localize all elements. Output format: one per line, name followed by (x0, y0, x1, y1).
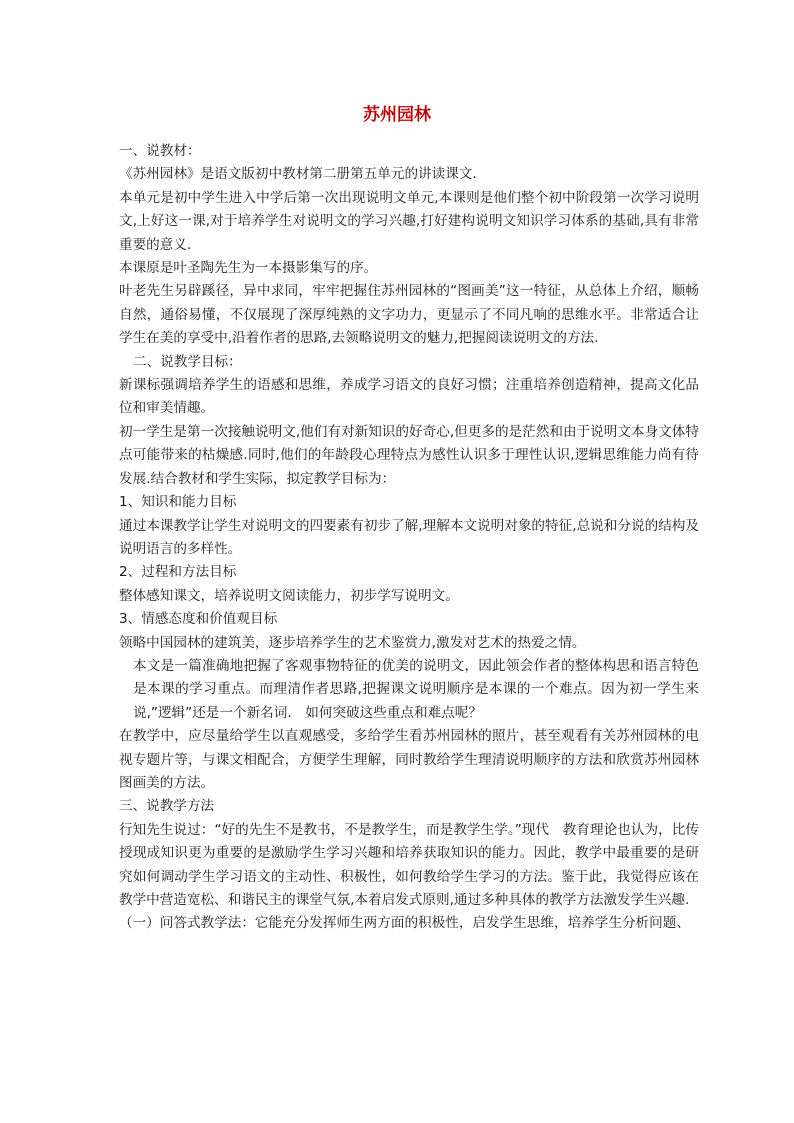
document-body (119, 140, 699, 936)
paragraph: 新课标强调培养学生的语感和思维，养成学习语文的良好习惯；注重培养创造精神，提高文化品位和审美情趣。 (119, 377, 699, 417)
paragraph: 本文是一篇准确地把握了客观事物特征的优美的说明文，因此领会作者的整体构思和语言特色是本课的学习重点。而理清作者思路,把握课文说明顺序是本课的一个难点。因为初一学生来说,”逻辑”还是一个新名词. 如何突破这些重点和难点呢？ (133, 657, 699, 721)
paragraph: 三、说教学方法 (119, 798, 215, 815)
paragraph: 初一学生是第一次接触说明文,他们有对新知识的好奇心,但更多的是茫然和由于说明文本身文体特点可能带来的枯燥感.同时,他们的年龄段心理特点为感性认识多于理性认识,逻辑思维能力尚有待发展.结合教材和学生实际，拟定教学目标为： (119, 423, 699, 487)
paragraph: 本单元是初中学生进入中学后第一次出现说明文单元,本课则是他们整个初中阶段第一次学习说明文,上好这一课,对于培养学生对说明文的学习兴趣,打好建构说明文知识学习体系的基础,具有非常重要的意义. (119, 189, 699, 253)
paragraph: 通过本课教学让学生对说明文的四要素有初步了解,理解本文说明对象的特征,总说和分说的结构及说明语言的多样性。 (119, 517, 699, 557)
paragraph: 叶老先生另辟蹊径，异中求同，牢牢把握住苏州园林的“图画美”这一特征，从总体上介绍，顺畅自然，通俗易懂，不仅展现了深厚纯熟的文字功力，更显示了不同凡响的思维水平。非常适合让学生在美的享受中,沿着作者的思路,去领略说明文的魅力,把握阅读说明文的方法. (119, 283, 699, 347)
paragraph: 1、知识和能力目标 (119, 494, 237, 511)
paragraph: 2、过程和方法目标 (119, 564, 237, 581)
paragraph: 本课原是叶圣陶先生为一本摄影集写的序。 (119, 260, 378, 277)
document-title: 苏州园林 (363, 105, 431, 125)
paragraph: 3、情感态度和价值观目标 (119, 611, 278, 628)
paragraph: 在教学中，应尽量给学生以直观感受，多给学生看苏州园林的照片，甚至观看有关苏州园林的电视专题片等，与课文相配合，方便学生理解，同时教给学生理清说明顺序的方法和欣赏苏州园林图画美的方法。 (119, 728, 699, 791)
paragraph: 领略中国园林的建筑美，逐步培养学生的艺术鉴赏力,激发对艺术的热爱之情。 (119, 634, 586, 651)
paragraph: 行知先生说过：“好的先生不是教书，不是教学生，而是教学生学。”现代 教育理论也认为，比传授现成知识更为重要的是激励学生学习兴趣和培养获取知识的能力。因此，教学中最重要的是研究如何调动学生学习语文的主动性、积极性，如何教给学生学习的方法。鉴于此，我觉得应该在教学中营造宽松、和谐民主的课堂气氛,本着启发式原则,通过多种具体的教学方法激发学生兴趣. (119, 821, 699, 908)
paragraph: 一、说教材： (119, 143, 201, 159)
paragraph: 《苏州园林》是语文版初中教材第二册第五单元的讲读课文. (119, 166, 477, 183)
paragraph: 整体感知课文，培养说明文阅读能力，初步学写说明文。 (119, 587, 459, 604)
paragraph: 二、说教学目标： (133, 353, 242, 370)
paragraph: （一）问答式教学法：它能充分发挥师生两方面的积极性，启发学生思维，培养学生分析问题、 (119, 915, 690, 932)
